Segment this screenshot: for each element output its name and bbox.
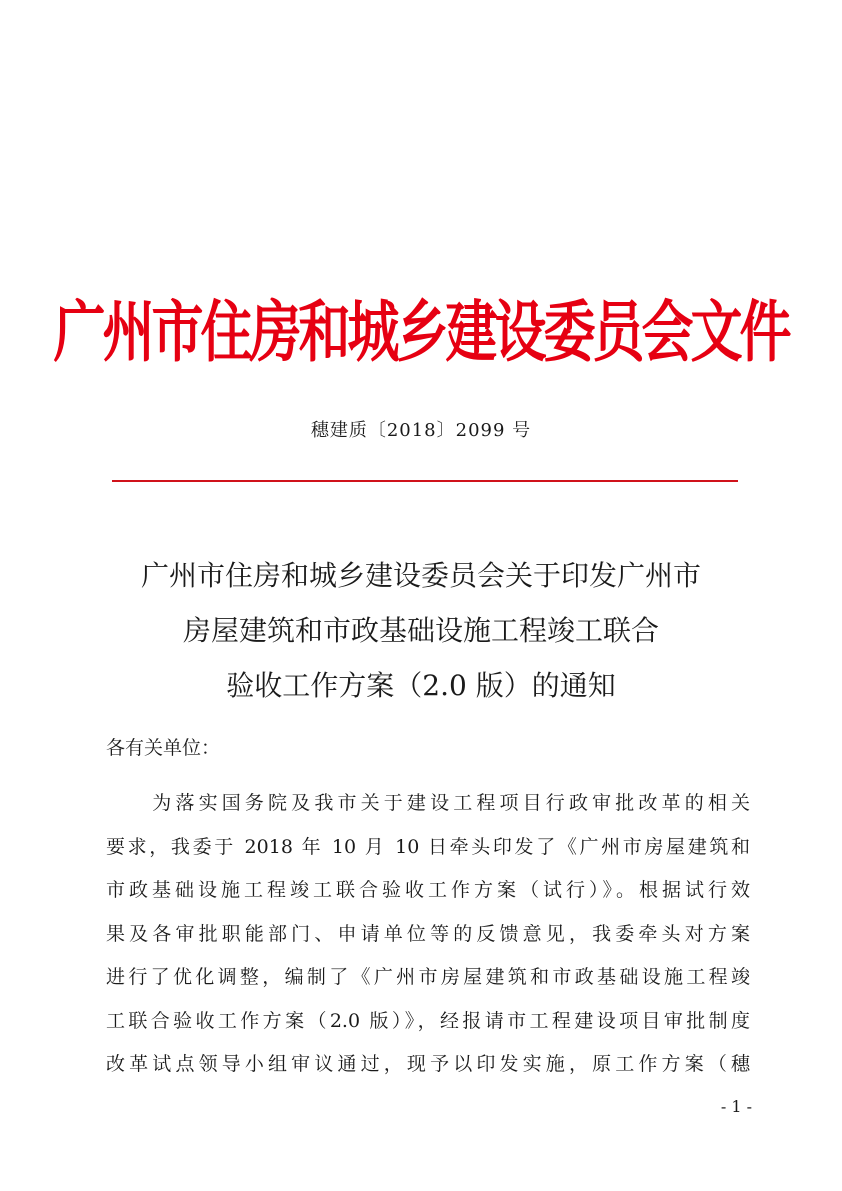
body-line: 工联合验收工作方案（2.0 版）》，经报请市工程建设项目审批制度: [106, 1009, 750, 1032]
page-number: - 1 -: [720, 1097, 752, 1116]
notice-title-line: 广州市住房和城乡建设委员会关于印发广州市: [140, 559, 701, 592]
red-divider-line: [112, 480, 738, 482]
body-line: 改革试点领导小组审议通过，现予以印发实施，原工作方案（穗: [106, 1053, 750, 1075]
masthead-title: 广州市住房和城乡建设委员会文件: [53, 294, 789, 372]
body-line: 要求，我委于 2018 年 10 月 10 日牵头印发了《广州市房屋建筑和: [106, 835, 750, 858]
notice-title-line: 房屋建筑和市政基础设施工程竣工联合: [182, 614, 659, 647]
salutation: 各有关单位：: [106, 737, 221, 759]
notice-title: [60, 548, 782, 713]
body-paragraph: [106, 782, 750, 1087]
notice-title-line: 验收工作方案（2.0 版）的通知: [226, 669, 616, 702]
body-line: 果及各审批职能部门、申请单位等的反馈意见，我委牵头对方案: [106, 922, 750, 945]
body-line: 进行了优化调整，编制了《广州市房屋建筑和市政基础设施工程竣: [106, 966, 750, 988]
document-number: 穗建质〔2018〕2099 号: [310, 420, 532, 441]
body-line: 市政基础设施工程竣工联合验收工作方案（试行）》。根据试行效: [106, 879, 750, 901]
body-line: 为落实国务院及我市关于建设工程项目行政审批改革的相关: [106, 792, 750, 814]
